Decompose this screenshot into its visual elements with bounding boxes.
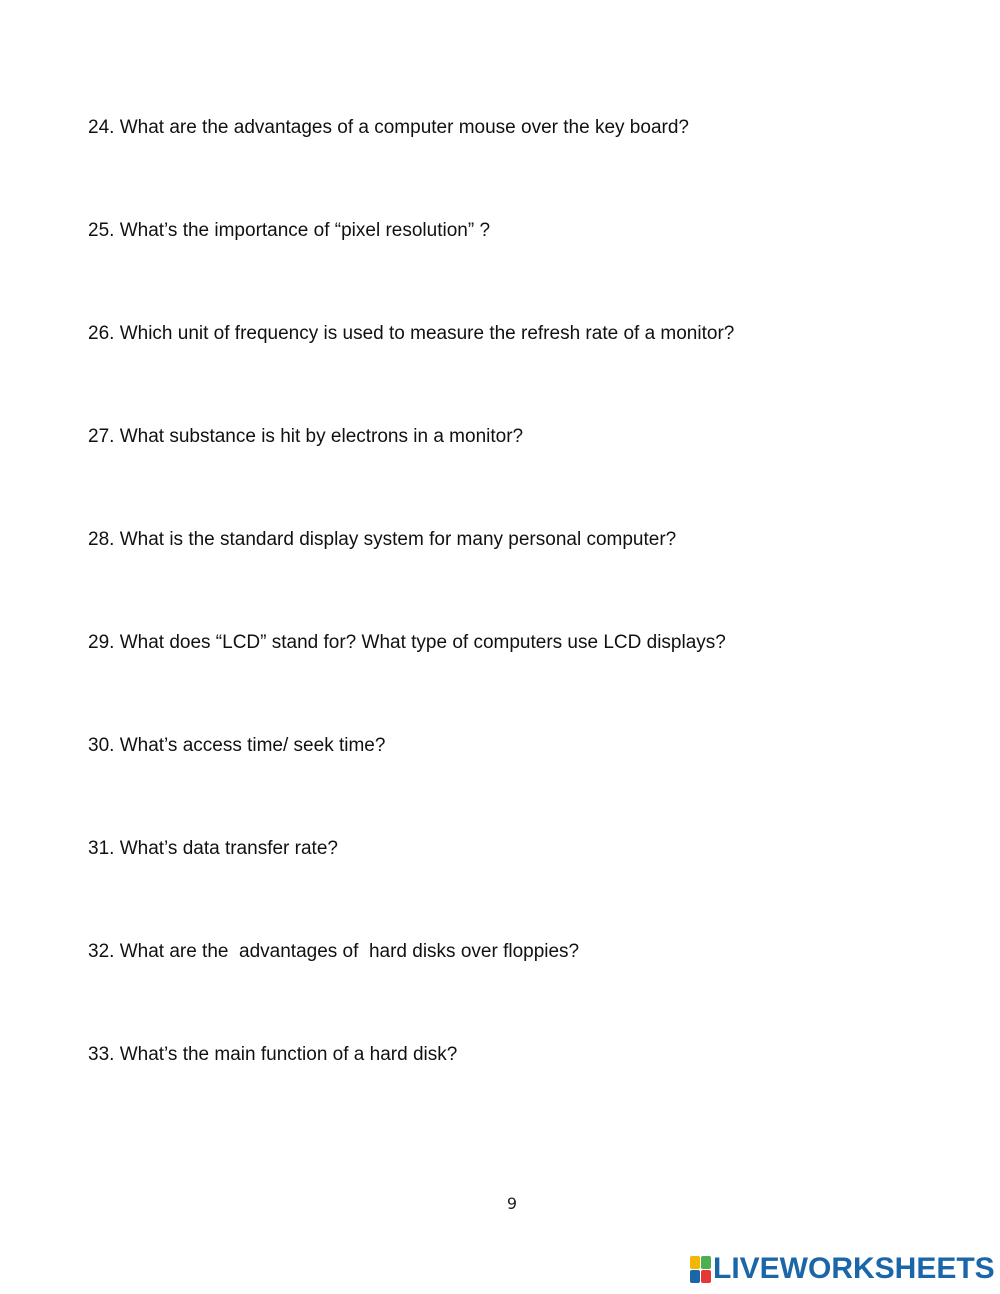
liveworksheets-brand[interactable] (690, 1252, 995, 1286)
question-30: 30. What’s access time/ seek time? (88, 735, 386, 756)
brand-wordmark: LIVEWORKSHEETS (713, 1252, 995, 1285)
question-27: 27. What substance is hit by electrons in a monitor? (88, 426, 524, 447)
question-24: 24. What are the advantages of a computer mouse over the key board? (88, 117, 689, 138)
question-25: 25. What’s the importance of “pixel resolution” ? (88, 220, 491, 241)
question-29: 29. What does “LCD” stand for? What type of computers use LCD displays? (88, 632, 726, 653)
question-33: 33. What’s the main function of a hard disk? (88, 1044, 458, 1065)
question-26: 26. Which unit of frequency is used to measure the refresh rate of a monitor? (88, 323, 735, 344)
page-number: 9 (506, 1194, 518, 1213)
question-31: 31. What’s data transfer rate? (88, 838, 338, 859)
question-28: 28. What is the standard display system for many personal computer? (88, 529, 677, 550)
liveworksheets-logo-icon (690, 1256, 710, 1282)
question-32: 32. What are the advantages of hard disks over floppies? (88, 941, 580, 962)
